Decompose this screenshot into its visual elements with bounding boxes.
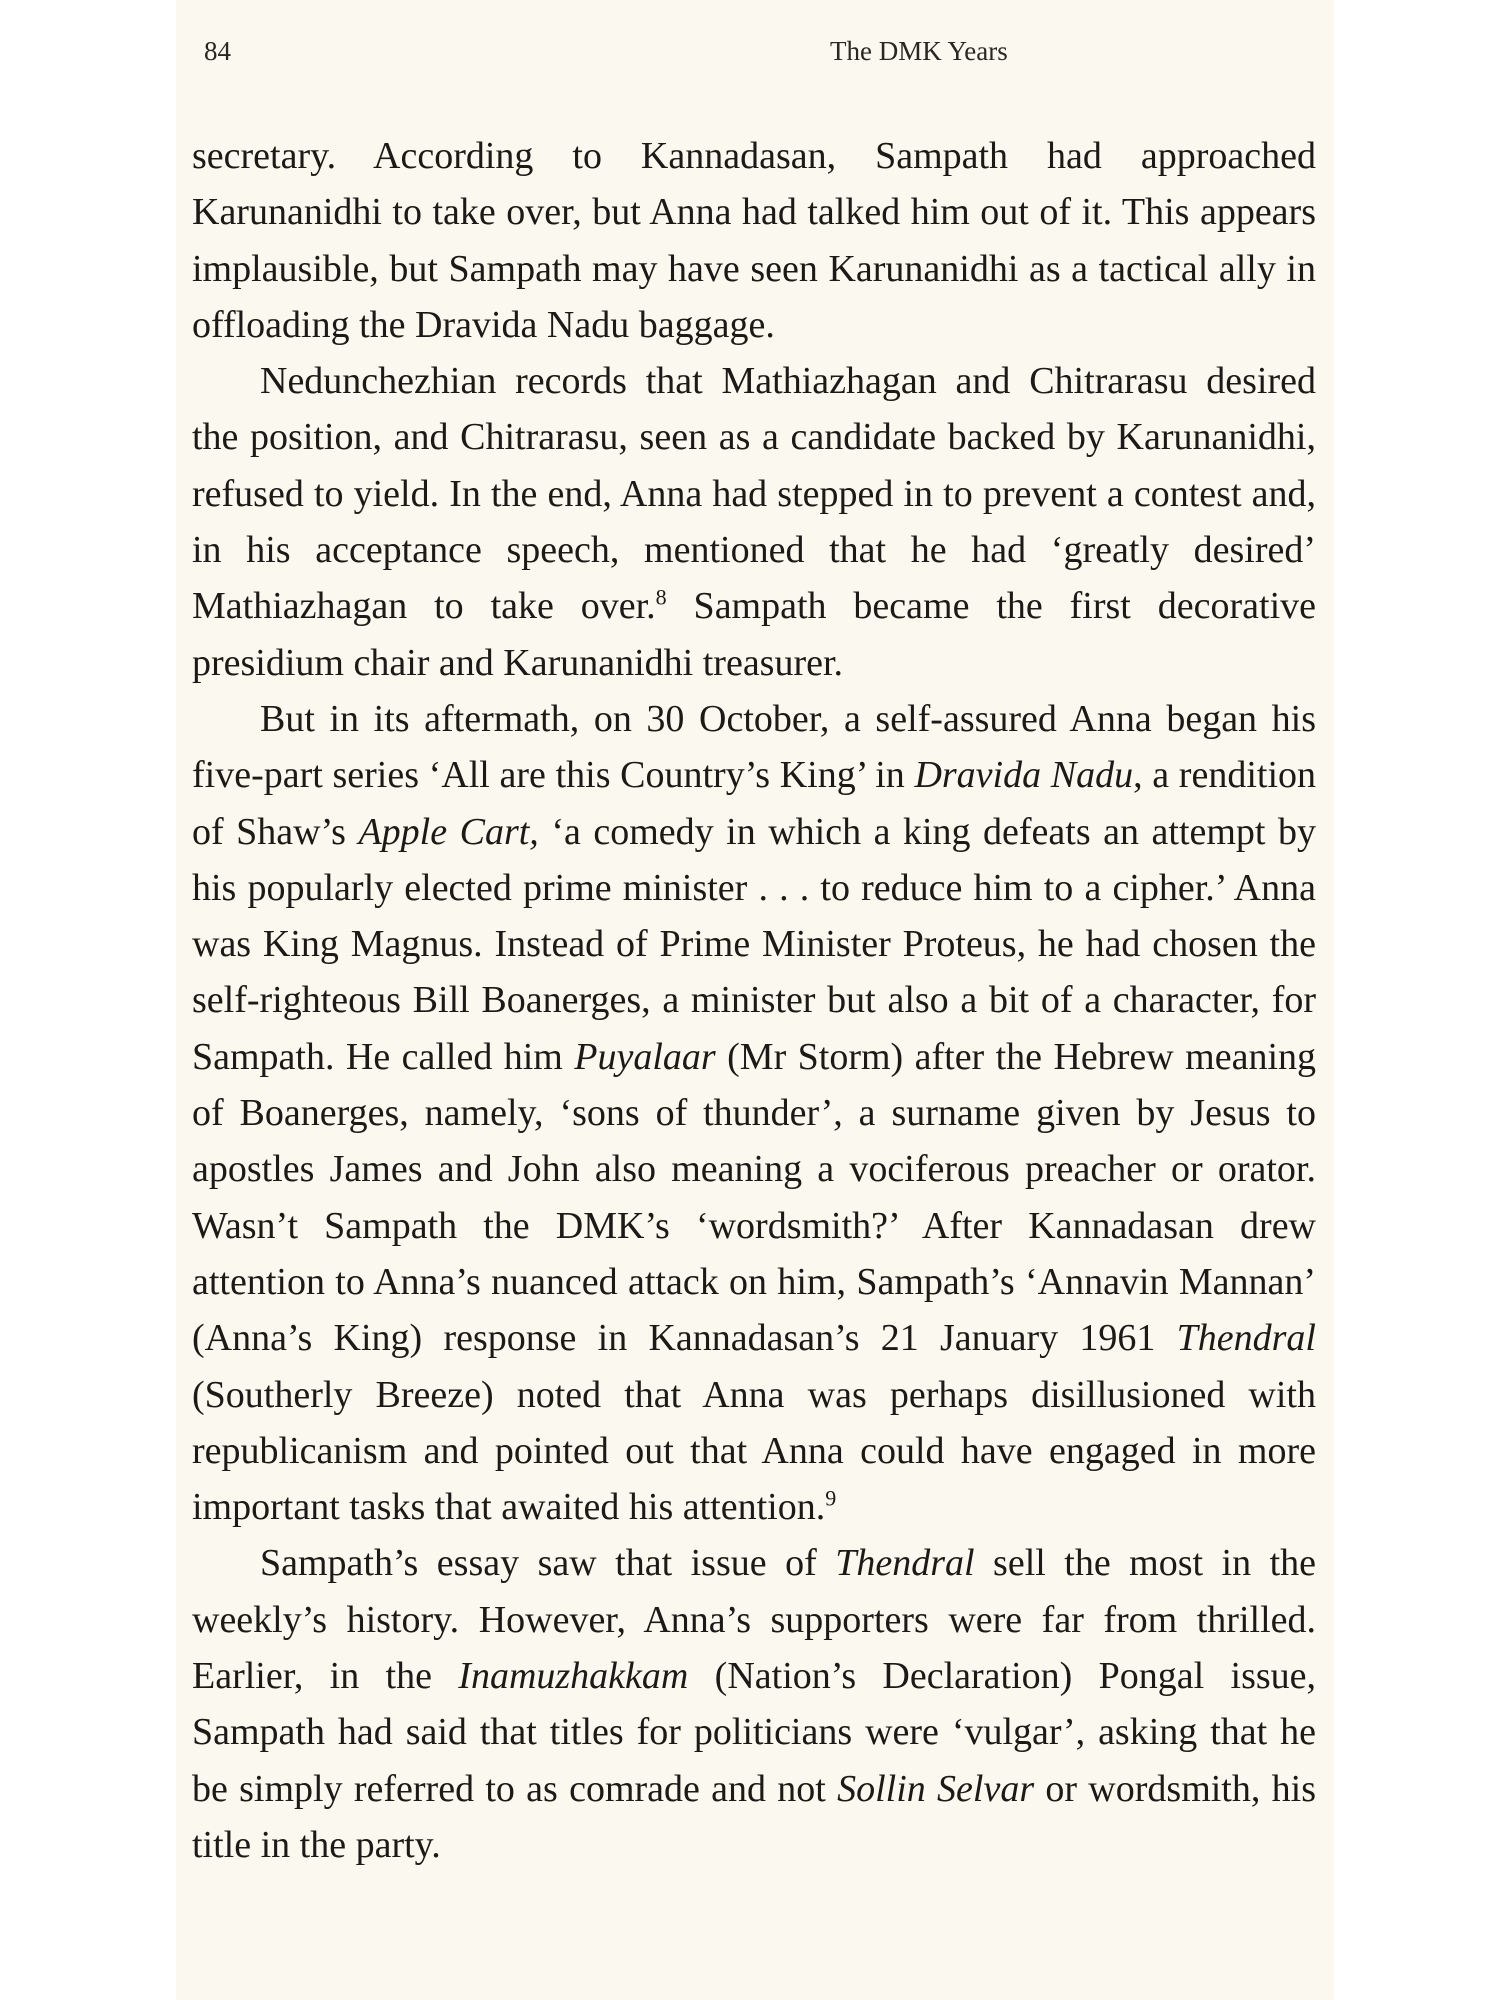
paragraph bbox=[192, 1535, 1316, 1873]
text-run: Sampath became the first decorative presidium chair and Karunanidhi treasurer. bbox=[192, 585, 1316, 684]
footnote-marker: 9 bbox=[825, 1485, 837, 1511]
text-run: secretary. According to Kannadasan, Sampath had approached Karunanidhi to take over, but Anna had talked him out of it. This appears implausible, but Sampath may have seen Karunanidhi as a tactical ally in offloading the Dravida Nadu baggage. bbox=[192, 135, 1316, 346]
book-page bbox=[176, 0, 1334, 2000]
text-run: Sampath’s essay saw that issue of bbox=[260, 1542, 836, 1585]
text-run: sell the most in the weekly’s history. However, Anna’s supporters were far from thrilled. Earlier, in the bbox=[192, 1542, 1316, 1698]
italic-text: Inamuzhakkam bbox=[458, 1655, 689, 1698]
text-run: (Nation’s Declaration) Pongal issue, Sampath had said that titles for politicians were ‘vulgar’, asking that he be simply referred to as comrade and not bbox=[192, 1655, 1317, 1810]
text-run: (Southerly Breeze) noted that Anna was perhaps disillusioned with republicanism and pointed out that Anna could have engaged in more important tasks that awaited his attention. bbox=[192, 1373, 1316, 1529]
italic-text: Puyalaar bbox=[574, 1035, 716, 1078]
italic-text: Thendral bbox=[835, 1542, 975, 1585]
paragraph bbox=[192, 353, 1316, 691]
text-run: But in its aftermath, on 30 October, a self-assured Anna began his five-part series ‘All are this Country’s King’ in bbox=[192, 697, 1316, 797]
text-run: ‘a comedy in which a king defeats an attempt by his popularly elected prime minister . . . to reduce him to a cipher.’ Anna was King Magnus. Instead of Prime Minister Proteus, he had chosen the self-righteous Bill Boanerges, a minister but also a bit of a character, for Sampath. He called him bbox=[192, 810, 1316, 1078]
footnote-marker: 8 bbox=[655, 584, 667, 610]
italic-text: Sollin Selvar bbox=[837, 1767, 1035, 1810]
text-run: or wordsmith, his title in the party. bbox=[192, 1767, 1316, 1866]
paragraph bbox=[192, 691, 1316, 1535]
italic-text: Dravida Nadu bbox=[914, 754, 1134, 797]
italic-text: Apple Cart, bbox=[358, 810, 539, 853]
text-run: Nedunchezhian records that Mathiazhagan and Chitrarasu desired the position, and Chitrarasu, seen as a candidate backed by Karunanidhi, refused to yield. In the end, Anna had stepped in to prevent a contest and, in his acceptance speech, mentioned that he had ‘greatly desired’ Mathiazhagan to take over. bbox=[192, 360, 1316, 628]
running-title: The DMK Years bbox=[830, 36, 1008, 66]
italic-text: Thendral bbox=[1176, 1317, 1316, 1360]
body-text bbox=[192, 128, 1316, 1873]
running-head bbox=[190, 36, 1334, 76]
paragraph bbox=[192, 128, 1316, 353]
text-run: (Mr Storm) after the Hebrew meaning of Boanerges, namely, ‘sons of thunder’, a surname given by Jesus to apostles James and John also meaning a vociferous preacher or orator. Wasn’t Sampath the DMK’s ‘wordsmith?’ After Kannadasan drew attention to Anna’s nuanced attack on him, Sampath’s ‘Annavin Mannan’ (Anna’s King) response in Kannadasan’s 21 January 1961 bbox=[192, 1035, 1316, 1360]
page-number: 84 bbox=[204, 36, 231, 66]
text-run: , a rendition of Shaw’s bbox=[192, 754, 1316, 853]
